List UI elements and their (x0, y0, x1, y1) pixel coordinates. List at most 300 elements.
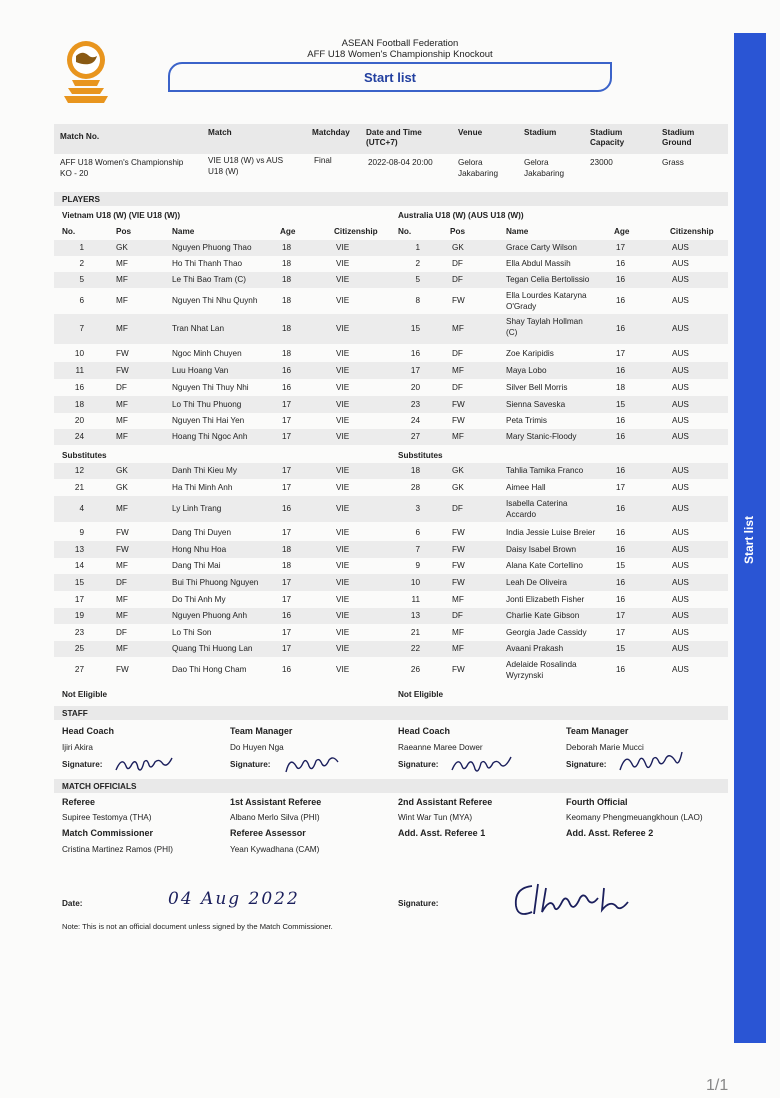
away-player-pos: DF (452, 504, 463, 513)
assessor-name: Yean Kywadhana (CAM) (230, 845, 320, 854)
page-number: 1/1 (706, 1077, 729, 1094)
home-player-pos: MF (116, 296, 128, 305)
home-player-age: 17 (282, 482, 292, 492)
player-row (54, 541, 728, 558)
away-player-no: 21 (410, 627, 420, 637)
home-player-age: 16 (282, 611, 292, 620)
officials-section-header (54, 779, 728, 793)
away-player-no: 28 (410, 482, 420, 492)
away-player-no: 3 (415, 504, 420, 513)
player-row (54, 288, 728, 314)
away-player-no: 16 (410, 349, 420, 358)
player-row (54, 362, 728, 379)
home-player-age: 17 (282, 594, 292, 604)
add-ar2-label: Add. Asst. Referee 2 (566, 828, 654, 838)
away-player-pos: MF (452, 324, 464, 333)
officials-label: MATCH OFFICIALS (62, 782, 137, 791)
home-player-pos: MF (116, 594, 128, 604)
player-row (54, 558, 728, 574)
player-row (54, 413, 728, 429)
staff-label: STAFF (62, 709, 88, 718)
away-player-no: 17 (410, 365, 420, 375)
home-player-name: Hoang Thi Ngoc Anh (172, 432, 248, 441)
player-row (54, 272, 728, 288)
away-col-name: Name (506, 227, 529, 236)
player-row (54, 574, 728, 591)
away-player-age: 16 (616, 504, 626, 513)
home-player-cit: VIE (336, 627, 350, 637)
away-player-age: 16 (616, 466, 626, 475)
home-player-pos: FW (116, 349, 129, 358)
away-player-name: Georgia Jade Cassidy (506, 627, 587, 637)
capacity-label: Stadium Capacity (590, 128, 625, 147)
away-player-pos: DF (452, 275, 463, 284)
away-player-no: 1 (415, 243, 420, 252)
home-player-pos: GK (116, 243, 128, 252)
away-player-pos: FW (452, 527, 465, 537)
home-player-name: Ha Thi Minh Anh (172, 482, 233, 492)
home-player-pos: MF (116, 259, 128, 268)
home-player-age: 17 (282, 577, 292, 587)
away-player-age: 16 (616, 577, 626, 587)
ar2-label: 2nd Assistant Referee (398, 797, 493, 807)
home-player-cit: VIE (336, 399, 350, 409)
players-label: PLAYERS (62, 195, 100, 204)
aff-logo-icon (58, 38, 114, 110)
matchday-value: Final (314, 156, 332, 165)
away-player-no: 11 (411, 594, 420, 604)
commissioner-label: Match Commissioner (62, 828, 154, 838)
away-player-no: 20 (410, 382, 420, 392)
home-player-age: 18 (282, 259, 292, 268)
home-manager-signature-image (282, 752, 346, 778)
home-player-cit: VIE (336, 259, 350, 268)
away-player-name: India Jessie Luise Breier (506, 527, 596, 537)
away-col-no: No. (398, 227, 412, 236)
away-player-name-line2: (C) (506, 328, 518, 337)
home-team-manager-label: Team Manager (230, 726, 293, 736)
home-player-age: 16 (282, 504, 292, 513)
home-player-name: Le Thi Bao Tram (C) (172, 275, 247, 284)
away-player-age: 16 (616, 432, 626, 441)
away-player-cit: AUS (672, 324, 689, 333)
home-player-no: 17 (74, 594, 84, 604)
home-player-no: 14 (74, 561, 84, 570)
federation-header (300, 38, 500, 60)
home-player-cit: VIE (336, 365, 350, 375)
home-player-name: Nguyen Thi Hai Yen (172, 416, 245, 425)
stadium-line2: Jakabaring (524, 169, 565, 178)
player-row (54, 379, 728, 396)
player-row (54, 396, 728, 413)
away-player-name: Adelaide Rosalinda (506, 660, 577, 669)
away-player-no: 24 (410, 416, 420, 425)
away-player-pos: MF (452, 627, 464, 637)
home-player-cit: VIE (336, 527, 350, 537)
home-player-name: Dang Thi Duyen (172, 527, 232, 537)
away-player-cit: AUS (672, 466, 689, 475)
away-player-cit: AUS (672, 504, 689, 513)
staff-section-header (54, 706, 728, 720)
away-player-name: Grace Carty Wilson (506, 243, 577, 252)
side-tab-label: Start list (742, 516, 756, 565)
away-team-manager-label: Team Manager (566, 726, 629, 736)
home-player-no: 10 (74, 349, 84, 358)
home-player-name: Lo Thi Son (172, 627, 212, 637)
home-player-no: 5 (79, 275, 84, 284)
away-player-pos: MF (452, 365, 464, 375)
home-player-no: 15 (74, 577, 84, 587)
home-team-manager: Do Huyen Nga (230, 743, 284, 752)
away-player-name: Sienna Saveska (506, 399, 566, 409)
away-player-cit: AUS (672, 561, 689, 570)
home-player-name: Quang Thi Huong Lan (172, 644, 253, 653)
away-team-name: Australia U18 (W) (AUS U18 (W)) (398, 211, 524, 220)
away-player-age: 16 (616, 416, 626, 425)
home-player-age: 18 (282, 243, 292, 252)
away-col-age: Age (614, 227, 630, 236)
home-player-cit: VIE (336, 324, 350, 333)
home-player-pos: MF (116, 324, 128, 333)
home-player-age: 16 (282, 665, 292, 674)
ar2-name: Wint War Tun (MYA) (398, 813, 473, 822)
away-player-pos: FW (452, 665, 465, 674)
referee-name: Supiree Testomya (THA) (62, 813, 152, 822)
home-col-age: Age (280, 227, 296, 236)
away-player-cit: AUS (672, 665, 689, 674)
home-col-citizenship: Citizenship (334, 227, 378, 236)
home-player-no: 6 (79, 296, 84, 305)
home-player-age: 17 (282, 527, 292, 537)
away-player-pos: GK (452, 482, 464, 492)
home-player-no: 25 (74, 644, 84, 653)
home-manager-signature-label: Signature: (230, 760, 271, 769)
away-head-coach-label: Head Coach (398, 726, 451, 736)
away-player-cit: AUS (672, 399, 689, 409)
away-player-no: 13 (410, 611, 420, 620)
assessor-label: Referee Assessor (230, 828, 306, 838)
home-player-name: Dang Thi Mai (172, 561, 221, 570)
player-row (54, 256, 728, 272)
home-col-name: Name (172, 227, 195, 236)
home-player-name: Bui Thi Phuong Nguyen (172, 577, 259, 587)
home-player-no: 21 (74, 482, 84, 492)
home-player-age: 17 (282, 644, 292, 653)
away-col-citizenship: Citizenship (670, 227, 714, 236)
player-row (54, 240, 728, 256)
home-player-pos: FW (116, 544, 129, 554)
away-player-age: 16 (616, 594, 626, 604)
add-ar1-label: Add. Asst. Referee 1 (398, 828, 486, 838)
away-player-name: Ella Abdul Massih (506, 259, 571, 268)
federation-name: ASEAN Football Federation (341, 38, 459, 49)
away-player-cit: AUS (672, 432, 689, 441)
away-head-coach: Raeanne Maree Dower (398, 743, 483, 752)
home-player-age: 18 (282, 349, 292, 358)
away-player-no: 6 (415, 527, 420, 537)
home-player-name: Tran Nhat Lan (172, 324, 225, 333)
player-row (54, 496, 728, 522)
players-section-header (54, 192, 728, 206)
away-player-no: 7 (415, 544, 420, 554)
home-player-pos: DF (116, 382, 127, 392)
commissioner-name: Cristina Martinez Ramos (PHI) (62, 845, 174, 854)
home-player-cit: VIE (336, 594, 350, 604)
player-row (54, 463, 728, 479)
home-player-no: 12 (74, 466, 84, 475)
away-player-name: Maya Lobo (506, 365, 547, 375)
away-player-age: 16 (616, 365, 626, 375)
away-player-cit: AUS (672, 382, 689, 392)
home-head-coach: Ijiri Akira (62, 743, 93, 752)
footer-signature-label: Signature: (398, 899, 439, 908)
away-player-name: Charlie Kate Gibson (506, 611, 580, 620)
away-player-age: 17 (616, 349, 626, 358)
away-player-name: Silver Bell Morris (506, 382, 568, 392)
home-player-pos: DF (116, 627, 127, 637)
away-player-pos: FW (452, 577, 465, 587)
home-player-name: Lo Thi Thu Phuong (172, 399, 242, 409)
away-player-no: 27 (410, 432, 420, 441)
match-line2: U18 (W) (208, 167, 239, 176)
home-player-cit: VIE (336, 275, 350, 284)
player-row (54, 314, 728, 344)
home-player-age: 16 (282, 365, 292, 375)
home-player-no: 20 (74, 416, 84, 425)
home-player-age: 18 (282, 296, 292, 305)
away-player-no: 10 (410, 577, 420, 587)
home-player-pos: MF (116, 416, 128, 425)
ground-label: Stadium Ground (662, 128, 695, 147)
home-player-cit: VIE (336, 296, 350, 305)
away-manager-signature-label: Signature: (566, 760, 607, 769)
away-player-name-line2: Accardo (506, 510, 537, 519)
fourth-official-name: Keomany Phengmeuangkhoun (LAO) (566, 813, 703, 822)
home-player-name: Nguyen Phuong Anh (172, 611, 248, 620)
away-player-name: Avaani Prakash (506, 644, 564, 653)
date-label: Date: (62, 899, 83, 908)
away-player-no: 23 (410, 399, 420, 409)
home-player-no: 1 (79, 243, 84, 252)
home-player-name: Do Thi Anh My (172, 594, 226, 604)
away-player-age: 16 (616, 296, 626, 305)
home-coach-signature-label: Signature: (62, 760, 103, 769)
player-row (54, 524, 728, 541)
home-col-no: No. (62, 227, 76, 236)
away-player-name: Ella Lourdes Kataryna (506, 291, 587, 300)
away-player-no: 5 (415, 275, 420, 284)
away-player-age: 16 (616, 324, 626, 333)
away-player-pos: GK (452, 243, 464, 252)
away-player-name: Isabella Caterina (506, 499, 568, 508)
away-player-no: 2 (415, 259, 420, 268)
home-player-cit: VIE (336, 466, 350, 475)
away-player-no: 9 (415, 561, 420, 570)
footer-note: Note: This is not an official document unless signed by the Match Commissioner. (62, 922, 333, 931)
away-player-age: 16 (616, 259, 626, 268)
title-box (168, 62, 612, 92)
datetime-label: Date and Time (UTC+7) (366, 128, 422, 147)
home-head-coach-label: Head Coach (62, 726, 115, 736)
away-player-age: 15 (616, 644, 626, 653)
home-col-pos: Pos (116, 227, 132, 236)
away-player-cit: AUS (672, 296, 689, 305)
home-player-name: Hong Nhu Hoa (172, 544, 227, 554)
home-team-name: Vietnam U18 (W) (VIE U18 (W)) (62, 211, 181, 220)
away-coach-signature-image (448, 752, 518, 778)
home-player-pos: MF (116, 432, 128, 441)
away-player-age: 16 (616, 275, 626, 284)
away-player-no: 15 (410, 324, 420, 333)
page-title: Start list (363, 70, 416, 85)
away-player-name: Peta Trimis (506, 416, 547, 425)
match-label: Match (208, 128, 232, 137)
home-player-no: 13 (74, 544, 84, 554)
capacity-value: 23000 (590, 158, 613, 167)
home-player-no: 19 (74, 611, 84, 620)
home-coach-signature-image (112, 752, 176, 778)
handwritten-date: 04 Aug 2022 (168, 889, 300, 909)
away-player-cit: AUS (672, 482, 689, 492)
away-player-pos: MF (452, 432, 464, 441)
away-player-pos: FW (452, 544, 465, 554)
away-player-cit: AUS (672, 627, 689, 637)
away-col-pos: Pos (450, 227, 466, 236)
ground-value: Grass (662, 158, 684, 167)
away-player-age: 16 (616, 665, 626, 674)
away-player-pos: DF (452, 382, 463, 392)
commissioner-signature-image (508, 878, 638, 920)
away-player-cit: AUS (672, 416, 689, 425)
stadium-label: Stadium (524, 128, 557, 137)
home-player-name: Nguyen Thi Thuy Nhi (172, 382, 249, 392)
venue-line1: Gelora (458, 158, 483, 167)
home-player-cit: VIE (336, 504, 350, 513)
home-player-cit: VIE (336, 544, 350, 554)
side-tab (734, 33, 766, 1043)
match-line1: VIE U18 (W) vs AUS (208, 156, 284, 165)
away-player-no: 26 (410, 665, 420, 674)
home-player-name: Ho Thi Thanh Thao (172, 259, 243, 268)
home-player-name: Ngoc Minh Chuyen (172, 349, 242, 358)
referee-label: Referee (62, 797, 96, 807)
player-row (54, 624, 728, 641)
away-player-age: 18 (616, 382, 626, 392)
home-player-pos: MF (116, 561, 128, 570)
match-no-line2: KO - 20 (60, 169, 89, 178)
away-player-age: 17 (616, 627, 626, 637)
venue-line2: Jakabaring (458, 169, 499, 178)
ar1-name: Albano Merlo Silva (PHI) (230, 813, 320, 822)
home-player-age: 16 (282, 382, 292, 392)
away-player-pos: FW (452, 399, 465, 409)
away-player-cit: AUS (672, 594, 689, 604)
away-player-cit: AUS (672, 365, 689, 375)
away-player-pos: DF (452, 611, 463, 620)
stadium-line1: Gelora (524, 158, 549, 167)
away-player-name: Shay Taylah Hollman (506, 317, 583, 326)
home-player-pos: MF (116, 275, 128, 284)
home-player-pos: DF (116, 577, 127, 587)
away-player-no: 22 (410, 644, 420, 653)
away-player-cit: AUS (672, 577, 689, 587)
away-player-age: 15 (616, 399, 626, 409)
away-player-cit: AUS (672, 544, 689, 554)
away-player-age: 16 (616, 544, 626, 554)
home-player-no: 24 (74, 432, 84, 441)
home-player-cit: VIE (336, 482, 350, 492)
away-player-cit: AUS (672, 275, 689, 284)
player-row (54, 608, 728, 624)
away-player-cit: AUS (672, 527, 689, 537)
player-row (54, 591, 728, 608)
home-player-name: Nguyen Thi Nhu Quynh (172, 296, 258, 305)
home-player-cit: VIE (336, 432, 350, 441)
away-player-age: 17 (616, 611, 626, 620)
venue-label: Venue (458, 128, 483, 137)
home-player-cit: VIE (336, 349, 350, 358)
away-player-name: Jonti Elizabeth Fisher (506, 594, 585, 604)
home-player-pos: FW (116, 527, 129, 537)
home-player-no: 4 (79, 504, 84, 513)
home-player-no: 11 (75, 365, 84, 375)
home-player-age: 17 (282, 399, 292, 409)
player-row (54, 641, 728, 657)
away-player-cit: AUS (672, 259, 689, 268)
away-player-pos: FW (452, 416, 465, 425)
home-player-cit: VIE (336, 382, 350, 392)
away-player-name-line2: O'Grady (506, 302, 537, 311)
away-player-pos: DF (452, 349, 463, 358)
home-player-no: 2 (79, 259, 84, 268)
home-player-cit: VIE (336, 577, 350, 587)
away-player-name: Daisy Isabel Brown (506, 544, 577, 554)
away-player-pos: GK (452, 466, 464, 475)
away-player-cit: AUS (672, 611, 689, 620)
away-substitutes-label: Substitutes (398, 451, 443, 460)
home-player-name: Nguyen Phuong Thao (172, 243, 252, 252)
player-row (54, 479, 728, 496)
fourth-official-label: Fourth Official (566, 797, 628, 807)
home-player-cit: VIE (336, 416, 350, 425)
home-player-pos: GK (116, 466, 128, 475)
away-player-name: Mary Stanic-Floody (506, 432, 577, 441)
ar1-label: 1st Assistant Referee (230, 797, 322, 807)
away-player-cit: AUS (672, 644, 689, 653)
home-player-no: 27 (74, 665, 84, 674)
home-player-name: Danh Thi Kieu My (172, 466, 237, 475)
away-player-name-line2: Wyrzynski (506, 671, 544, 680)
home-player-age: 18 (282, 275, 292, 284)
away-player-name: Tahlia Tamika Franco (506, 466, 584, 475)
player-row (54, 429, 728, 445)
home-player-pos: MF (116, 611, 128, 620)
away-not-eligible-label: Not Eligible (398, 690, 444, 699)
home-player-no: 23 (74, 627, 84, 637)
match-no-label: Match No. (60, 132, 100, 141)
away-team-manager: Deborah Marie Mucci (566, 743, 644, 752)
away-player-name: Leah De Oliveira (506, 577, 567, 587)
away-player-age: 15 (616, 561, 626, 570)
away-manager-signature-image (616, 748, 686, 778)
home-player-name: Ly Linh Trang (172, 504, 222, 513)
home-player-age: 17 (282, 416, 292, 425)
home-player-no: 9 (79, 527, 84, 537)
home-player-cit: VIE (336, 665, 350, 674)
home-player-pos: GK (116, 482, 128, 492)
player-row (54, 657, 728, 683)
away-player-pos: DF (452, 259, 463, 268)
